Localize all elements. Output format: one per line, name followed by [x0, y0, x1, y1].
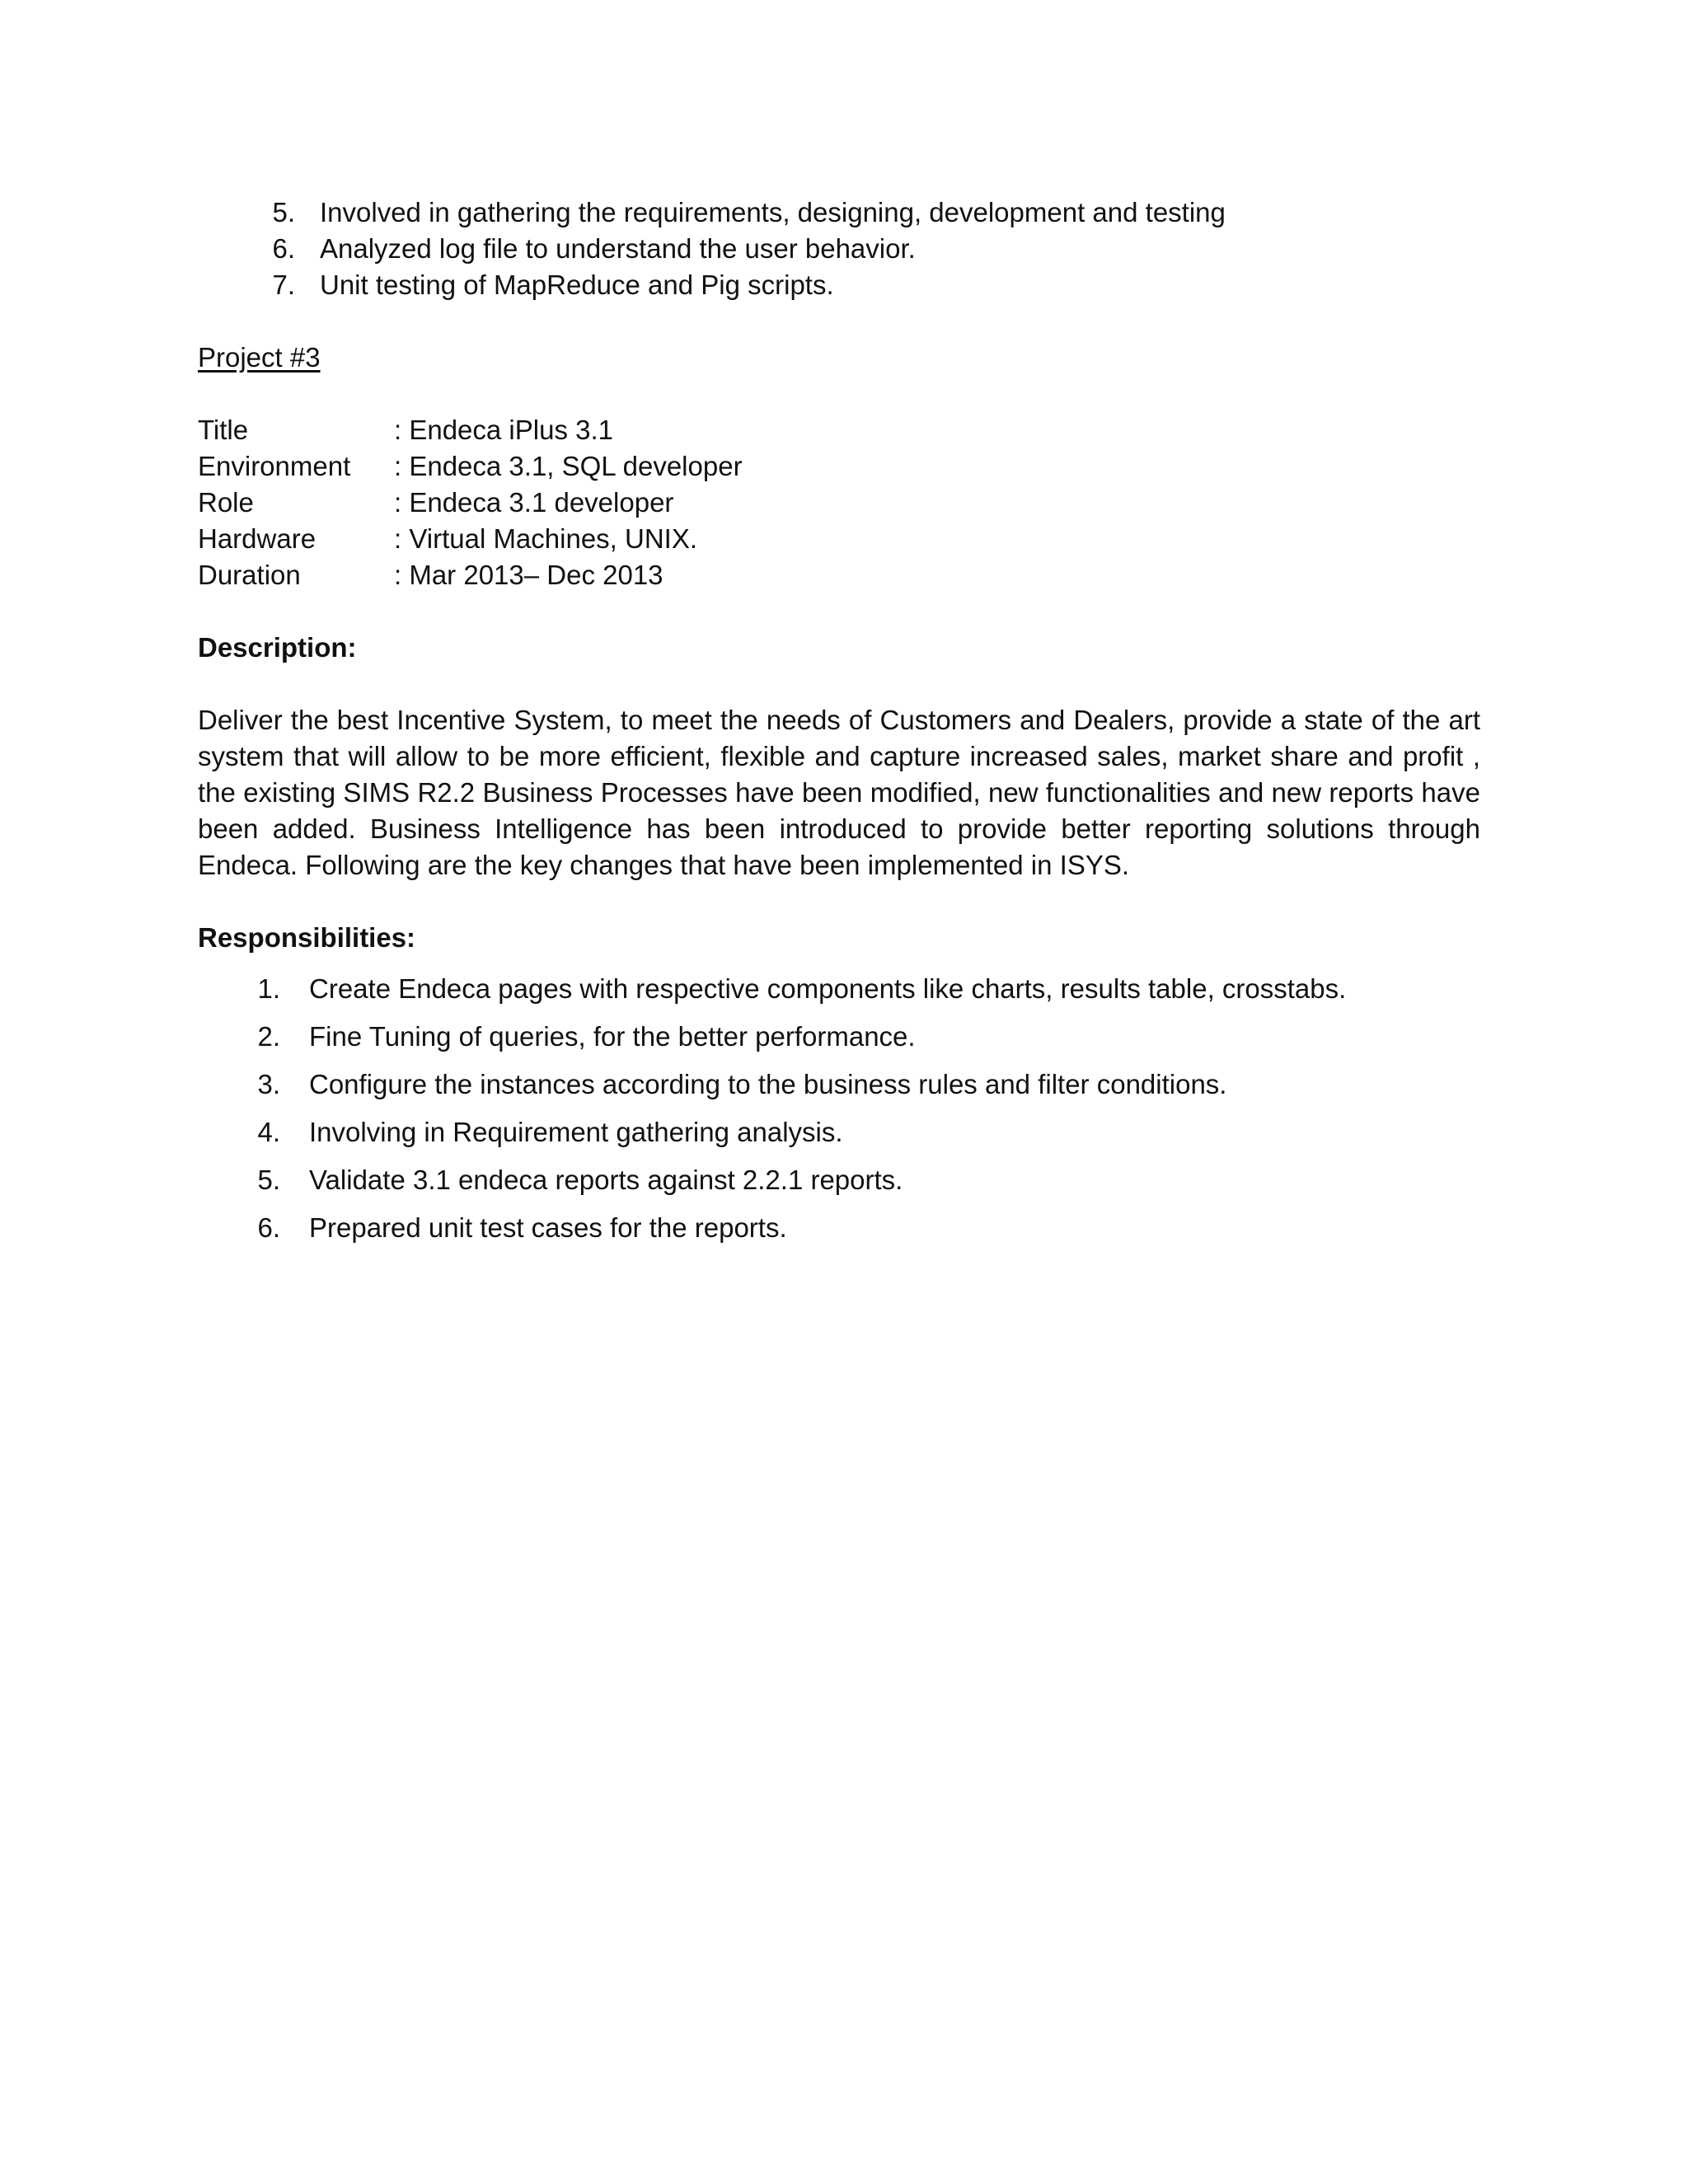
list-item-text: Validate 3.1 endeca reports against 2.2.1 reports. [309, 1165, 903, 1195]
detail-label: Title [198, 415, 249, 445]
list-item-text: Involved in gathering the requirements, designing, development and testing [320, 197, 1226, 227]
list-item-text: Create Endeca pages with respective components like charts, results table, crosstabs. [309, 973, 1347, 1004]
project-heading: Project #3 [198, 342, 321, 373]
project-details [198, 412, 743, 593]
detail-value: : Endeca 3.1, SQL developer [394, 451, 743, 481]
list-item [247, 1114, 1566, 1162]
list-item [247, 1019, 1566, 1066]
detail-label: Environment [198, 451, 351, 481]
list-item-text: Analyzed log file to understand the user behavior. [320, 233, 916, 264]
detail-label: Hardware [198, 523, 316, 554]
list-item [198, 231, 1517, 267]
list-item-text: Unit testing of MapReduce and Pig scripts. [320, 269, 834, 300]
detail-value: : Endeca 3.1 developer [394, 487, 674, 518]
list-item-number: 3. [257, 1069, 280, 1099]
list-item [247, 1210, 1566, 1258]
detail-row-role [198, 485, 743, 521]
list-item-number: 1. [257, 973, 280, 1004]
list-item-number: 5. [272, 197, 295, 227]
list-item-number: 5. [257, 1165, 280, 1195]
description-heading: Description: [198, 632, 357, 663]
description-paragraph: Deliver the best Incentive System, to meet the needs of Customers and Dealers, provide a state of the art system that will allow to be more efficient, flexible and capture increased sales, market share and profit , the existing SIMS R2.2 Business Processes have been modified, new functionalities and new reports have been added. Business Intelligence has been introduced to provide better reporting solutions through Endeca. Following are the key changes that have been implemented in ISYS. [198, 705, 1480, 880]
list-item-text: Configure the instances according to the business rules and filter conditions. [309, 1069, 1227, 1099]
list-item-number: 7. [272, 269, 295, 300]
detail-value: : Mar 2013– Dec 2013 [394, 560, 663, 590]
detail-value: : Endeca iPlus 3.1 [394, 415, 613, 445]
responsibilities-heading: Responsibilities: [198, 922, 416, 953]
list-item-number: 2. [257, 1021, 280, 1052]
list-item [247, 1066, 1566, 1114]
list-item-text: Prepared unit test cases for the reports. [309, 1212, 787, 1243]
detail-label: Role [198, 487, 254, 518]
list-item-text: Fine Tuning of queries, for the better performance. [309, 1021, 916, 1052]
detail-row-title [198, 412, 743, 448]
list-item [247, 1162, 1566, 1210]
previous-project-responsibilities-list [198, 194, 1517, 303]
list-item [198, 267, 1517, 303]
list-item-number: 6. [272, 233, 295, 264]
responsibilities-list [247, 971, 1566, 1258]
detail-row-environment [198, 448, 743, 485]
list-item-text: Involving in Requirement gathering analysis. [309, 1117, 843, 1147]
list-item [247, 971, 1566, 1019]
detail-value: : Virtual Machines, UNIX. [394, 523, 698, 554]
detail-row-duration [198, 557, 743, 593]
list-item [198, 194, 1517, 231]
list-item-number: 6. [257, 1212, 280, 1243]
list-item-number: 4. [257, 1117, 280, 1147]
detail-row-hardware [198, 521, 743, 557]
detail-label: Duration [198, 560, 301, 590]
